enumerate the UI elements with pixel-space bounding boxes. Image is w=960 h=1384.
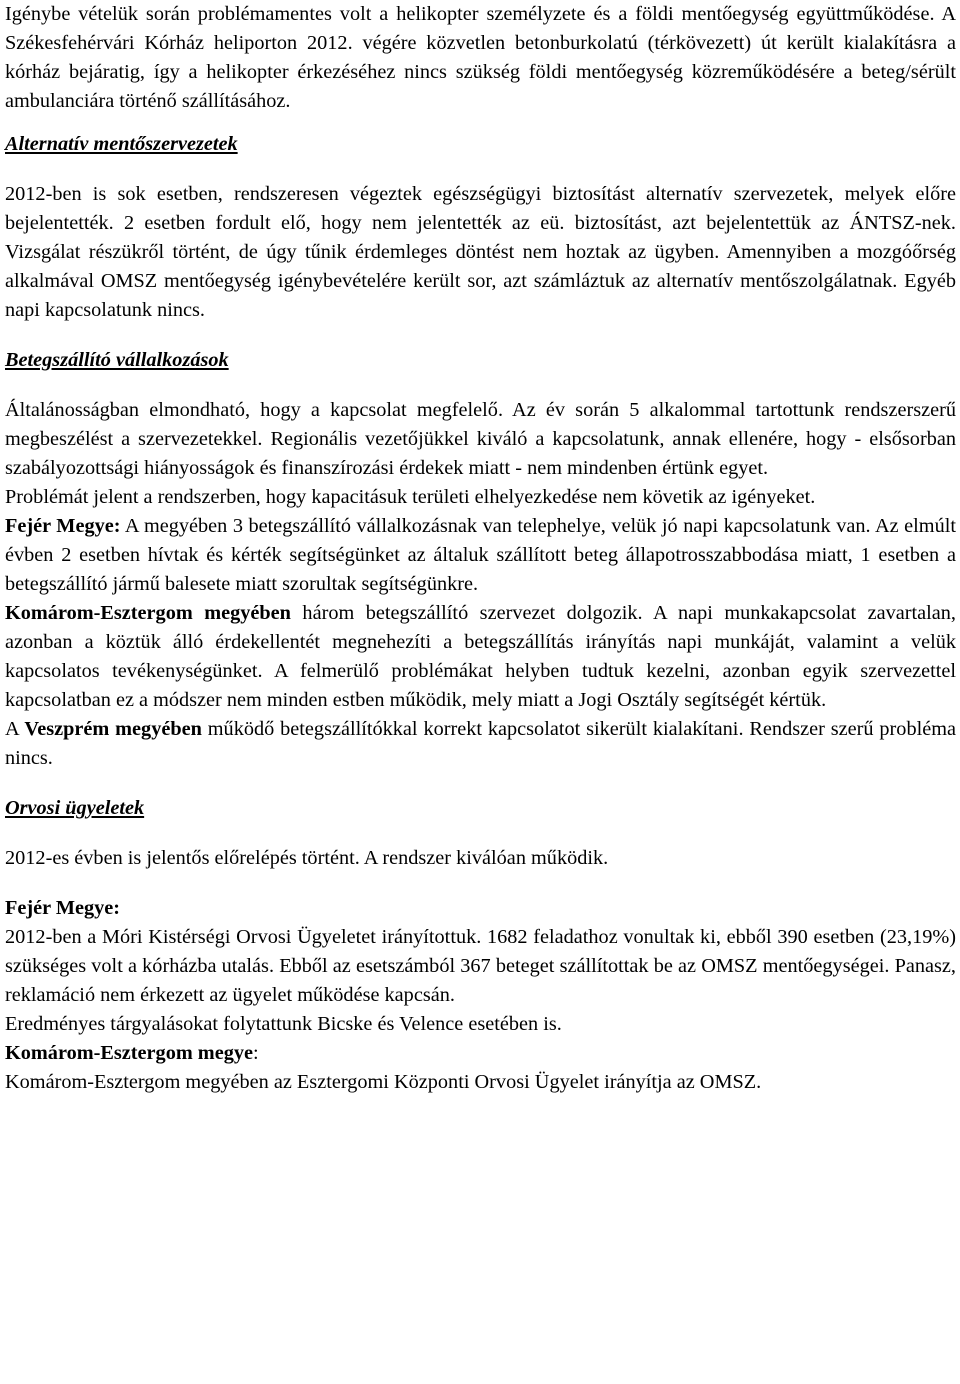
duty-komarom-colon: : — [252, 1042, 259, 1064]
heading-patient-transport: Betegszállító vállalkozások — [5, 349, 229, 371]
alternative-paragraph: 2012-ben is sok esetben, rendszeresen végeztek egészségügyi biztosítást alternatív szervezetek, melyek előre bejelentették. 2 esetben fordult elő, hogy nem jelentették az eü. biztosítást, azt bejelentettük az ÁNTSZ-nek. Vizsgálat részükről történt, de úgy tűnik érdemleges döntést nem hoztak az ügyben. Amennyiben a mozgóőrség alkalmával OMSZ mentőegység igénybevételére került sor, azt számláztuk az alternatív mentőszolgálatnak. Egyéb napi kapcsolatunk nincs. — [5, 183, 956, 321]
transport-paragraph-komarom — [5, 599, 956, 715]
transport-paragraph-general: Általánosságban elmondható, hogy a kapcsolat megfelelő. Az év során 5 alkalommal tartottunk rendszerszerű megbeszélést a szervezetekkel. Regionális vezetőjükkel kiváló a kapcsolatunk, annak ellenére, hogy - elsősorban szabályozottsági hiányosságok és finanszírozási érdekek miatt - nem mindenben értünk egyet. — [5, 399, 956, 479]
intro-paragraph: Igénybe vételük során problémamentes volt a helikopter személyzete és a földi mentőegység együttműködése. A Székesfehérvári Kórház heliporton 2012. végére közvetlen betonburkolatú (térkövezett) út került kialakításra a kórház bejáratig, így a helikopter érkezéséhez nincs szükség földi mentőegység közreműködésére a beteg/sérült ambulanciára történő szállításához. — [5, 3, 956, 112]
fejer-text: A megyében 3 betegszállító vállalkozásnak van telephelye, velük jó napi kapcsolatunk van. Az elmúlt évben 2 esetben hívtak és kérték segítségünket az általuk szállított beteg állapotrosszabbodása miatt, 1 esetben a betegszállító jármű balesete miatt szorultak segítségünkre. — [5, 515, 956, 595]
duty-paragraph-fejer: 2012-ben a Móri Kistérségi Orvosi Ügyeletet irányítottuk. 1682 feladathoz vonultak ki, ebből 390 esetben (23,19%) szükséges volt a kórházba utalás. Ebből az esetszámból 367 beteget szállítottak be az OMSZ mentőegységei. Panasz, reklamáció nem érkezett az ügyelet működése kapcsán. — [5, 926, 956, 1006]
duty-paragraph-komarom: Komárom-Esztergom megyében az Esztergomi Központi Orvosi Ügyelet irányítja az OMSZ. — [5, 1071, 762, 1093]
duty-komarom-heading — [5, 1039, 956, 1068]
komarom-text: három betegszállító szervezet dolgozik. A napi munkakapcsolat zavartalan, azonban a köztük álló érdekellentét megnehezíti a betegszállítás irányítás napi munkáját, valamint a velük kapcsolatos tevékenységünket. A felmerülő problémákat helyben tudtuk kezelni, azonban egyik szervezettel kapcsolatban ez a módszer nem minden estben működik, mely miatt a Jogi Osztály segítségét kértük. — [5, 602, 957, 711]
transport-paragraph-veszprem — [5, 715, 956, 773]
komarom-label: Komárom-Esztergom megyében — [5, 602, 291, 624]
duty-komarom-label: Komárom-Esztergom megye — [5, 1042, 253, 1064]
fejer-label: Fejér Megye: — [5, 515, 121, 537]
duty-paragraph-intro: 2012-es évben is jelentős előrelépés történt. A rendszer kiválóan működik. — [5, 847, 609, 869]
veszprem-text: működő betegszállítókkal korrekt kapcsolatot sikerült kialakítani. Rendszer szerű probléma nincs. — [5, 718, 956, 769]
duty-fejer-label: Fejér Megye: — [5, 897, 121, 919]
veszprem-prefix: A — [5, 718, 25, 740]
duty-paragraph-bicske: Eredményes tárgyalásokat folytattunk Bicske és Velence esetében is. — [5, 1013, 562, 1035]
transport-paragraph-fejer — [5, 512, 956, 599]
heading-medical-duty: Orvosi ügyeletek — [5, 797, 145, 819]
veszprem-label: Veszprém megyében — [24, 718, 202, 740]
heading-alternative-ambulance: Alternatív mentőszervezetek — [5, 133, 238, 155]
transport-paragraph-problem: Problémát jelent a rendszerben, hogy kapacitásuk területi elhelyezkedése nem követik az igényeket. — [5, 486, 816, 508]
